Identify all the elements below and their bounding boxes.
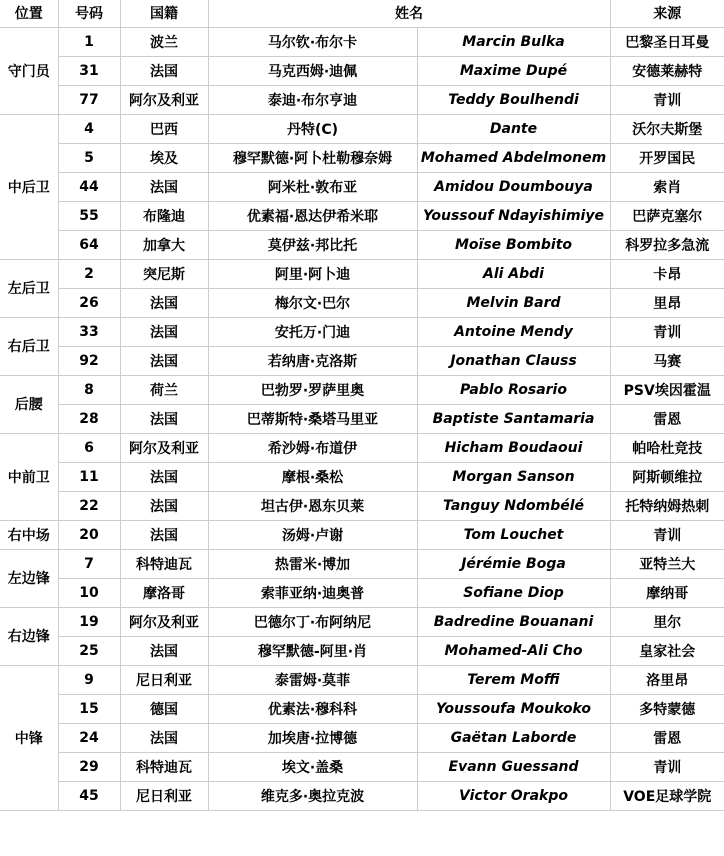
table-row: [0, 346, 724, 375]
origin-cell: 索肖: [610, 172, 724, 201]
number-cell: 5: [58, 143, 120, 172]
number-cell: 2: [58, 259, 120, 288]
table-row: [0, 636, 724, 665]
nationality-cell: 阿尔及利亚: [120, 85, 208, 114]
origin-cell: PSV埃因霍温: [610, 375, 724, 404]
number-cell: 92: [58, 346, 120, 375]
number-cell: 9: [58, 665, 120, 694]
name-latin-cell: Marcin Bulka: [417, 27, 610, 56]
name-zh-cell: 马尔钦·布尔卡: [208, 27, 417, 56]
origin-cell: 青训: [610, 520, 724, 549]
name-latin-cell: Baptiste Santamaria: [417, 404, 610, 433]
position-cell: 右边锋: [0, 607, 58, 665]
name-latin-cell: Jonathan Clauss: [417, 346, 610, 375]
name-latin-cell: Antoine Mendy: [417, 317, 610, 346]
table-row: [0, 27, 724, 56]
col-header-position: 位置: [0, 0, 58, 27]
number-cell: 15: [58, 694, 120, 723]
number-cell: 33: [58, 317, 120, 346]
number-cell: 55: [58, 201, 120, 230]
table-row: [0, 230, 724, 259]
nationality-cell: 埃及: [120, 143, 208, 172]
number-cell: 10: [58, 578, 120, 607]
table-row: [0, 143, 724, 172]
origin-cell: 阿斯顿维拉: [610, 462, 724, 491]
table-row: [0, 491, 724, 520]
number-cell: 45: [58, 781, 120, 810]
table-row: [0, 462, 724, 491]
nationality-cell: 法国: [120, 346, 208, 375]
name-zh-cell: 热雷米·博加: [208, 549, 417, 578]
number-cell: 4: [58, 114, 120, 143]
position-cell: 中前卫: [0, 433, 58, 520]
number-cell: 22: [58, 491, 120, 520]
origin-cell: 卡昂: [610, 259, 724, 288]
name-zh-cell: 维克多·奥拉克波: [208, 781, 417, 810]
position-cell: 守门员: [0, 27, 58, 114]
number-cell: 20: [58, 520, 120, 549]
name-zh-cell: 优素法·穆科科: [208, 694, 417, 723]
origin-cell: 里昂: [610, 288, 724, 317]
position-cell: 左边锋: [0, 549, 58, 607]
name-latin-cell: Terem Moffi: [417, 665, 610, 694]
number-cell: 26: [58, 288, 120, 317]
name-latin-cell: Amidou Doumbouya: [417, 172, 610, 201]
name-zh-cell: 汤姆·卢谢: [208, 520, 417, 549]
position-cell: 中后卫: [0, 114, 58, 259]
name-zh-cell: 巴蒂斯特·桑塔马里亚: [208, 404, 417, 433]
table-row: [0, 578, 724, 607]
nationality-cell: 巴西: [120, 114, 208, 143]
name-latin-cell: Badredine Bouanani: [417, 607, 610, 636]
number-cell: 19: [58, 607, 120, 636]
nationality-cell: 法国: [120, 491, 208, 520]
number-cell: 28: [58, 404, 120, 433]
nationality-cell: 科特迪瓦: [120, 752, 208, 781]
name-zh-cell: 阿米杜·敦布亚: [208, 172, 417, 201]
name-zh-cell: 索菲亚纳·迪奥普: [208, 578, 417, 607]
name-zh-cell: 巴德尔丁·布阿纳尼: [208, 607, 417, 636]
origin-cell: 雷恩: [610, 723, 724, 752]
number-cell: 77: [58, 85, 120, 114]
name-zh-cell: 莫伊兹·邦比托: [208, 230, 417, 259]
number-cell: 1: [58, 27, 120, 56]
name-zh-cell: 梅尔文·巴尔: [208, 288, 417, 317]
origin-cell: 里尔: [610, 607, 724, 636]
origin-cell: 青训: [610, 752, 724, 781]
table-row: [0, 723, 724, 752]
origin-cell: 开罗国民: [610, 143, 724, 172]
origin-cell: 巴萨克塞尔: [610, 201, 724, 230]
nationality-cell: 尼日利亚: [120, 781, 208, 810]
nationality-cell: 法国: [120, 56, 208, 85]
name-zh-cell: 埃文·盖桑: [208, 752, 417, 781]
position-cell: 右后卫: [0, 317, 58, 375]
nationality-cell: 法国: [120, 404, 208, 433]
col-header-nationality: 国籍: [120, 0, 208, 27]
name-latin-cell: Morgan Sanson: [417, 462, 610, 491]
nationality-cell: 摩洛哥: [120, 578, 208, 607]
number-cell: 24: [58, 723, 120, 752]
number-cell: 44: [58, 172, 120, 201]
nationality-cell: 波兰: [120, 27, 208, 56]
nationality-cell: 法国: [120, 317, 208, 346]
origin-cell: 皇家社会: [610, 636, 724, 665]
col-header-name: 姓名: [208, 0, 610, 27]
nationality-cell: 阿尔及利亚: [120, 433, 208, 462]
table-row: [0, 114, 724, 143]
name-latin-cell: Maxime Dupé: [417, 56, 610, 85]
origin-cell: 帕哈杜竞技: [610, 433, 724, 462]
origin-cell: 青训: [610, 317, 724, 346]
table-row: [0, 317, 724, 346]
origin-cell: VOE足球学院: [610, 781, 724, 810]
nationality-cell: 加拿大: [120, 230, 208, 259]
nationality-cell: 布隆迪: [120, 201, 208, 230]
table-row: [0, 259, 724, 288]
table-row: [0, 201, 724, 230]
position-cell: 中锋: [0, 665, 58, 810]
table-row: [0, 752, 724, 781]
name-zh-cell: 穆罕默德·阿卜杜勒穆奈姆: [208, 143, 417, 172]
nationality-cell: 法国: [120, 723, 208, 752]
col-header-origin: 来源: [610, 0, 724, 27]
name-zh-cell: 若纳唐·克洛斯: [208, 346, 417, 375]
table-row: [0, 172, 724, 201]
name-latin-cell: Pablo Rosario: [417, 375, 610, 404]
header-row: [0, 0, 724, 27]
origin-cell: 多特蒙德: [610, 694, 724, 723]
number-cell: 64: [58, 230, 120, 259]
position-cell: 左后卫: [0, 259, 58, 317]
name-zh-cell: 加埃唐·拉博德: [208, 723, 417, 752]
table-row: [0, 520, 724, 549]
number-cell: 29: [58, 752, 120, 781]
origin-cell: 托特纳姆热刺: [610, 491, 724, 520]
name-latin-cell: Gaëtan Laborde: [417, 723, 610, 752]
name-zh-cell: 丹特(C): [208, 114, 417, 143]
name-latin-cell: Youssouf Ndayishimiye: [417, 201, 610, 230]
name-zh-cell: 希沙姆·布道伊: [208, 433, 417, 462]
nationality-cell: 法国: [120, 172, 208, 201]
origin-cell: 巴黎圣日耳曼: [610, 27, 724, 56]
table-row: [0, 607, 724, 636]
number-cell: 7: [58, 549, 120, 578]
number-cell: 11: [58, 462, 120, 491]
name-latin-cell: Tanguy Ndombélé: [417, 491, 610, 520]
table-row: [0, 404, 724, 433]
name-zh-cell: 马克西姆·迪佩: [208, 56, 417, 85]
origin-cell: 安德莱赫特: [610, 56, 724, 85]
name-zh-cell: 泰雷姆·莫菲: [208, 665, 417, 694]
name-latin-cell: Sofiane Diop: [417, 578, 610, 607]
nationality-cell: 阿尔及利亚: [120, 607, 208, 636]
table-row: [0, 694, 724, 723]
number-cell: 6: [58, 433, 120, 462]
origin-cell: 科罗拉多急流: [610, 230, 724, 259]
table-row: [0, 85, 724, 114]
table-row: [0, 375, 724, 404]
name-latin-cell: Tom Louchet: [417, 520, 610, 549]
nationality-cell: 突尼斯: [120, 259, 208, 288]
col-header-number: 号码: [58, 0, 120, 27]
nationality-cell: 法国: [120, 636, 208, 665]
origin-cell: 青训: [610, 85, 724, 114]
table-row: [0, 288, 724, 317]
table-row: [0, 781, 724, 810]
nationality-cell: 尼日利亚: [120, 665, 208, 694]
nationality-cell: 德国: [120, 694, 208, 723]
name-latin-cell: Hicham Boudaoui: [417, 433, 610, 462]
name-zh-cell: 穆罕默德-阿里·肖: [208, 636, 417, 665]
name-zh-cell: 阿里·阿卜迪: [208, 259, 417, 288]
position-cell: 后腰: [0, 375, 58, 433]
table-header: [0, 0, 724, 27]
name-latin-cell: Melvin Bard: [417, 288, 610, 317]
origin-cell: 雷恩: [610, 404, 724, 433]
nationality-cell: 法国: [120, 462, 208, 491]
name-latin-cell: Victor Orakpo: [417, 781, 610, 810]
name-zh-cell: 巴勃罗·罗萨里奥: [208, 375, 417, 404]
name-latin-cell: Dante: [417, 114, 610, 143]
table-row: [0, 549, 724, 578]
nationality-cell: 法国: [120, 288, 208, 317]
table-row: [0, 56, 724, 85]
name-latin-cell: Ali Abdi: [417, 259, 610, 288]
origin-cell: 摩纳哥: [610, 578, 724, 607]
name-zh-cell: 泰迪·布尔亨迪: [208, 85, 417, 114]
name-latin-cell: Moïse Bombito: [417, 230, 610, 259]
name-zh-cell: 安托万·门迪: [208, 317, 417, 346]
position-cell: 右中场: [0, 520, 58, 549]
table-row: [0, 665, 724, 694]
origin-cell: 沃尔夫斯堡: [610, 114, 724, 143]
origin-cell: 马赛: [610, 346, 724, 375]
origin-cell: 亚特兰大: [610, 549, 724, 578]
name-latin-cell: Teddy Boulhendi: [417, 85, 610, 114]
name-zh-cell: 优素福·恩达伊希米耶: [208, 201, 417, 230]
origin-cell: 洛里昂: [610, 665, 724, 694]
squad-table-body: [0, 27, 724, 810]
nationality-cell: 科特迪瓦: [120, 549, 208, 578]
number-cell: 31: [58, 56, 120, 85]
name-zh-cell: 摩根·桑松: [208, 462, 417, 491]
name-latin-cell: Jérémie Boga: [417, 549, 610, 578]
name-latin-cell: Mohamed Abdelmonem: [417, 143, 610, 172]
table-row: [0, 433, 724, 462]
nationality-cell: 荷兰: [120, 375, 208, 404]
name-zh-cell: 坦古伊·恩东贝莱: [208, 491, 417, 520]
name-latin-cell: Evann Guessand: [417, 752, 610, 781]
name-latin-cell: Mohamed-Ali Cho: [417, 636, 610, 665]
number-cell: 8: [58, 375, 120, 404]
number-cell: 25: [58, 636, 120, 665]
name-latin-cell: Youssoufa Moukoko: [417, 694, 610, 723]
nationality-cell: 法国: [120, 520, 208, 549]
